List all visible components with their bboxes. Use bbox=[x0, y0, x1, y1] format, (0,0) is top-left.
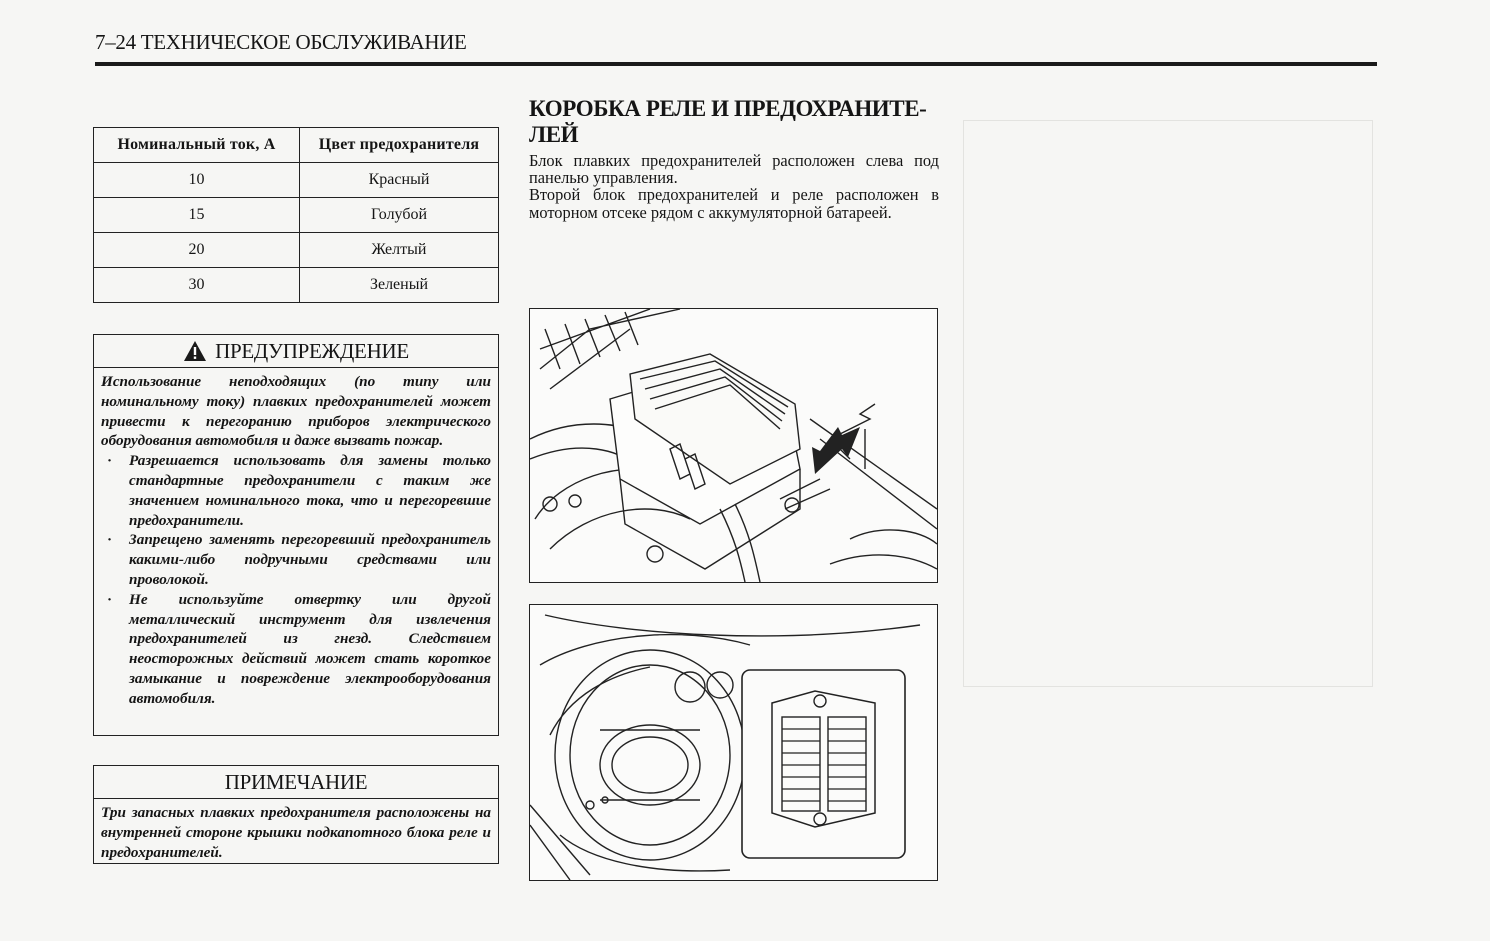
fuse-rating-table bbox=[93, 127, 499, 303]
warning-bullet-list bbox=[101, 451, 491, 708]
list-item: · Не используйте отвертку или другой металлический инструмент для извлечения предохранителей из гнезд. Следствием неосторожных действий может стать короткое замыкание и повреждение электрооборудования автомобиля. bbox=[101, 590, 491, 709]
warning-intro: Использование неподходящих (по типу или номинальному току) плавких предохранителей может привести к перегоранию приборов электрического оборудования автомобиля и даже вызвать пожар. bbox=[101, 373, 491, 450]
table-cell-color: Красный bbox=[300, 163, 499, 198]
section-text bbox=[529, 152, 939, 221]
list-item: · Запрещено заменять перегоревший предохранитель какими-либо подручными средствами или проволокой. bbox=[101, 530, 491, 589]
table-row bbox=[94, 198, 499, 233]
table-cell-current: 30 bbox=[94, 268, 300, 303]
engine-bay-illustration bbox=[530, 309, 937, 582]
table-cell-color: Голубой bbox=[300, 198, 499, 233]
header-rule bbox=[95, 62, 1377, 66]
section-paragraph: Второй блок предохранителей и реле расположен в моторном отсеке рядом с аккумуляторной батареей. bbox=[529, 185, 939, 222]
warning-title: ПРЕДУПРЕЖДЕНИЕ bbox=[215, 338, 409, 363]
engine-bay-fuse-box-figure bbox=[529, 308, 938, 583]
table-cell-color: Желтый bbox=[300, 233, 499, 268]
warning-title-bar bbox=[94, 335, 498, 368]
table-cell-current: 10 bbox=[94, 163, 300, 198]
bleed-through-frame bbox=[963, 120, 1373, 687]
list-item: · Разрешается использовать для замены только стандартные предохранители с таким же значением номинального тока, что и перегоревшие предохранители. bbox=[101, 451, 491, 530]
column-header-color: Цвет предохранителя bbox=[300, 128, 499, 163]
warning-body bbox=[94, 368, 498, 709]
section-title: КОРОБКА РЕЛЕ И ПРЕДОХРАНИТЕ-ЛЕЙ bbox=[529, 96, 927, 147]
warning-triangle-icon bbox=[183, 340, 207, 362]
page-header: 7–24 ТЕХНИЧЕСКОЕ ОБСЛУЖИВАНИЕ bbox=[95, 30, 467, 54]
note-body: Три запасных плавких предохранителя расположены на внутренней стороне крышки подкапотного блока реле и предохранителей. bbox=[101, 804, 491, 861]
section-paragraph: Блок плавких предохранителей расположен слева под панелью управления. bbox=[529, 151, 939, 188]
table-header-row bbox=[94, 128, 499, 163]
note-title: ПРИМЕЧАНИЕ bbox=[94, 766, 498, 799]
dashboard-illustration bbox=[530, 605, 937, 880]
table-row bbox=[94, 268, 499, 303]
column-header-current: Номинальный ток, А bbox=[94, 128, 300, 163]
table-cell-current: 20 bbox=[94, 233, 300, 268]
warning-box bbox=[93, 334, 499, 736]
table-row bbox=[94, 163, 499, 198]
table-row bbox=[94, 233, 499, 268]
dashboard-fuse-panel-figure bbox=[529, 604, 938, 881]
fuse-panel-inset bbox=[742, 670, 905, 858]
table-cell-current: 15 bbox=[94, 198, 300, 233]
table-cell-color: Зеленый bbox=[300, 268, 499, 303]
note-box bbox=[93, 765, 499, 864]
